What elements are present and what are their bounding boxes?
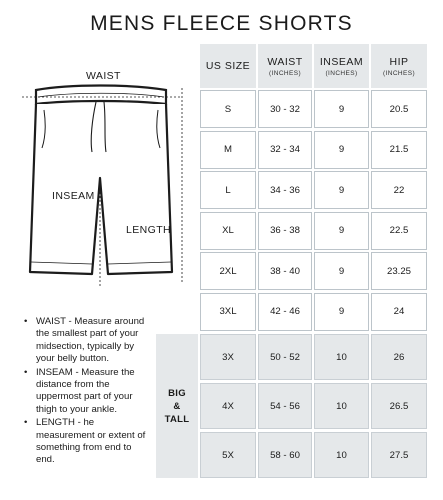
table-cell-inseam: 10 <box>314 383 369 429</box>
table-cell-waist: 54 - 56 <box>258 383 312 429</box>
table-cell-inseam: 10 <box>314 334 369 380</box>
note-inseam: • INSEAM - Measure the distance from the uppermost part of your thigh to your ankle. <box>24 367 152 417</box>
table-cell-hip: 26.5 <box>371 383 427 429</box>
table-cell-hip: 21.5 <box>371 131 427 169</box>
big-and-tall-label: BIG & TALL <box>156 334 198 478</box>
inseam-label: INSEAM <box>52 190 95 202</box>
table-cell-inseam: 9 <box>314 131 369 169</box>
table-cell-hip: 22 <box>371 171 427 209</box>
header-inseam: INSEAM (INCHES) <box>314 44 369 88</box>
table-cell-hip: 23.25 <box>371 252 427 290</box>
header-us-size: US SIZE <box>200 44 256 88</box>
header-waist: WAIST (INCHES) <box>258 44 312 88</box>
table-cell-waist: 58 - 60 <box>258 432 312 478</box>
shorts-illustration-icon <box>0 60 195 320</box>
table-cell-size: L <box>200 171 256 209</box>
table-cell-hip: 20.5 <box>371 90 427 128</box>
table-cell-size: 3XL <box>200 293 256 331</box>
table-cell-waist: 32 - 34 <box>258 131 312 169</box>
table-cell-hip: 27.5 <box>371 432 427 478</box>
table-cell-size: 2XL <box>200 252 256 290</box>
table-cell-waist: 34 - 36 <box>258 171 312 209</box>
table-cell-inseam: 9 <box>314 252 369 290</box>
table-cell-hip: 26 <box>371 334 427 380</box>
table-cell-hip: 24 <box>371 293 427 331</box>
table-cell-inseam: 9 <box>314 212 369 250</box>
table-cell-size: XL <box>200 212 256 250</box>
table-cell-inseam: 10 <box>314 432 369 478</box>
table-cell-size: 5X <box>200 432 256 478</box>
shorts-diagram <box>0 60 195 320</box>
table-cell-inseam: 9 <box>314 293 369 331</box>
note-length: • LENGTH - he measurement or extent of something from end to end. <box>24 417 152 467</box>
waist-label: WAIST <box>86 70 121 82</box>
table-cell-size: 4X <box>200 383 256 429</box>
table-cell-size: M <box>200 131 256 169</box>
measurement-notes <box>24 316 152 468</box>
table-cell-waist: 42 - 46 <box>258 293 312 331</box>
table-cell-waist: 36 - 38 <box>258 212 312 250</box>
table-cell-waist: 50 - 52 <box>258 334 312 380</box>
header-hip: HIP (INCHES) <box>371 44 427 88</box>
length-label: LENGTH <box>126 224 171 236</box>
table-cell-waist: 30 - 32 <box>258 90 312 128</box>
table-cell-hip: 22.5 <box>371 212 427 250</box>
table-cell-waist: 38 - 40 <box>258 252 312 290</box>
note-waist: • WAIST - Measure around the smallest part of your midsection, typically by your belly button. <box>24 316 152 366</box>
page-title: MENS FLEECE SHORTS <box>90 12 353 35</box>
table-cell-inseam: 9 <box>314 90 369 128</box>
table-cell-size: S <box>200 90 256 128</box>
table-cell-size: 3X <box>200 334 256 380</box>
table-cell-inseam: 9 <box>314 171 369 209</box>
